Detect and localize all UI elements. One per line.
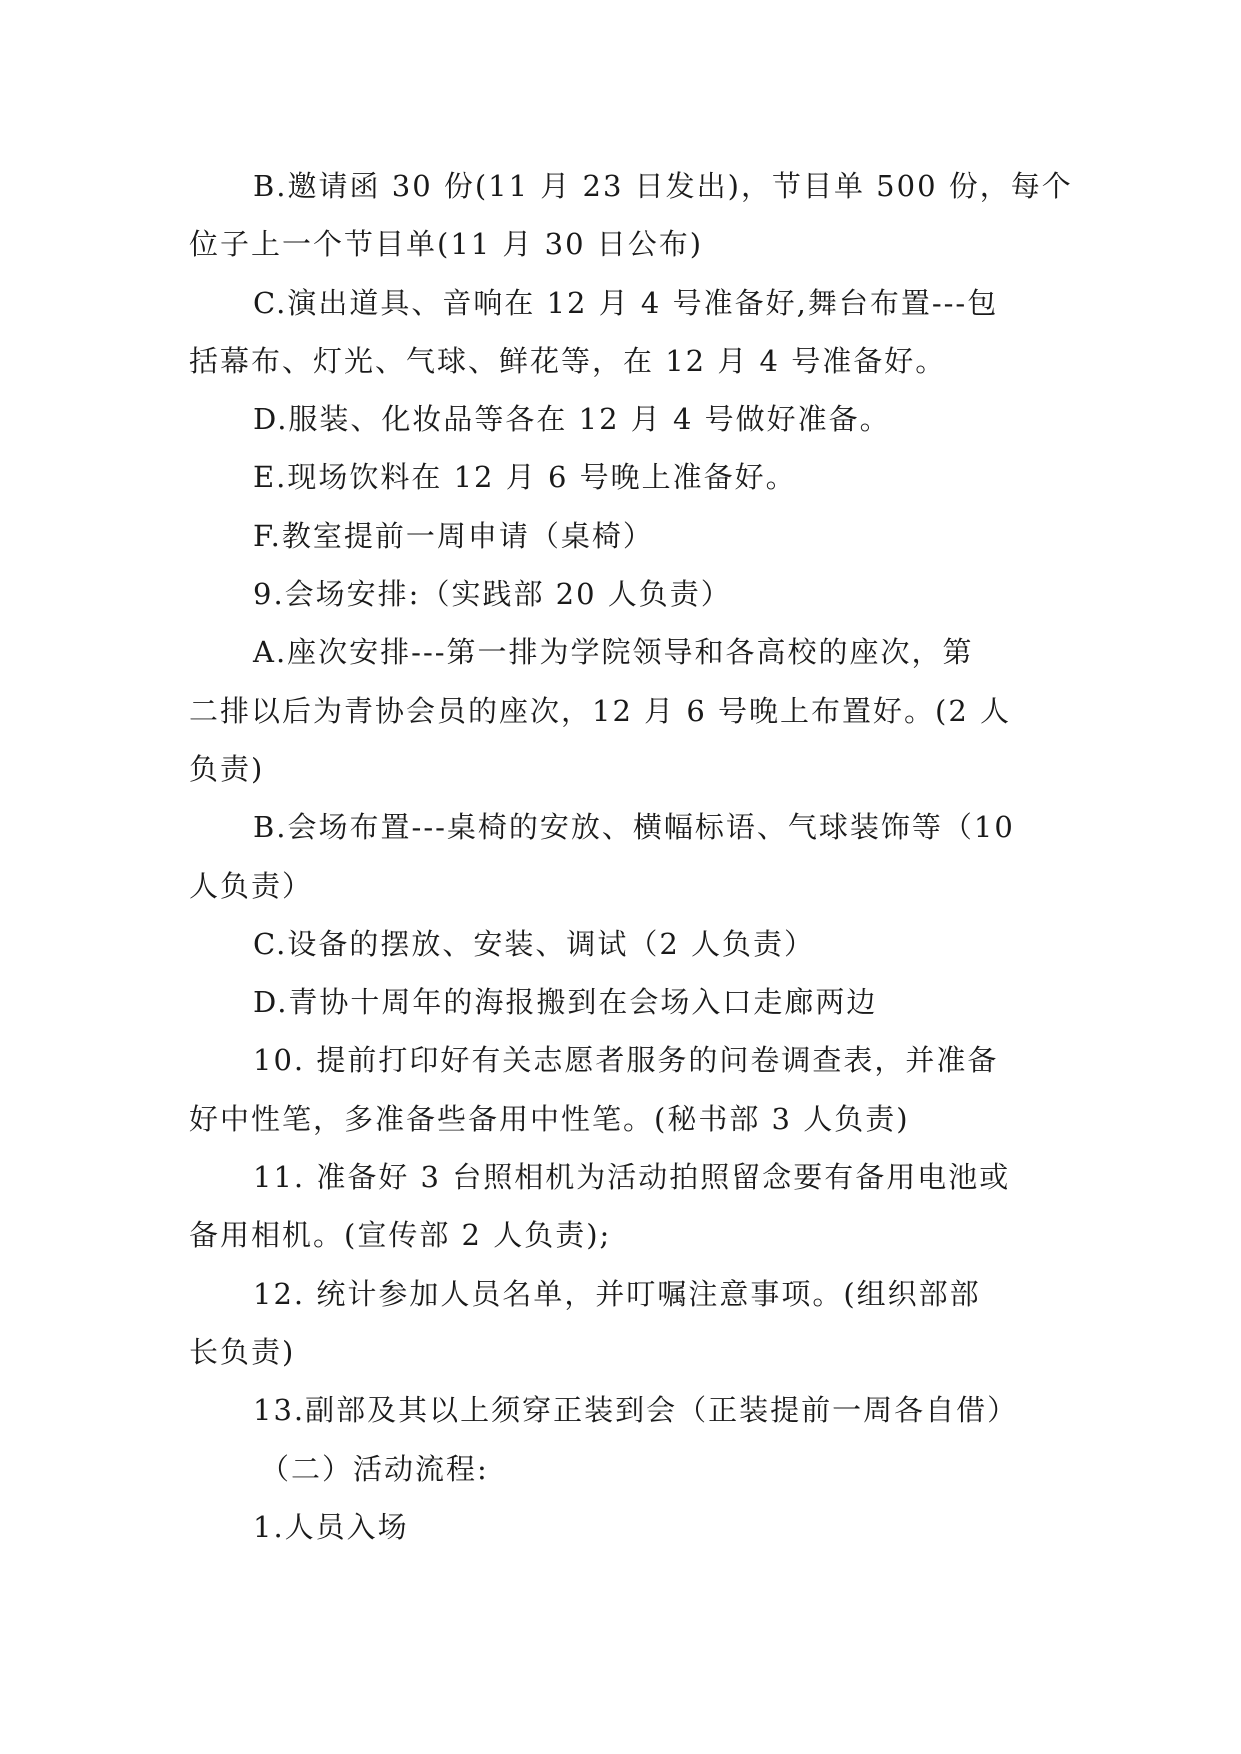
text-line: D.服装、化妆品等各在 12 月 4 号做好准备。 — [253, 402, 891, 436]
text-line: E.现场饮料在 12 月 6 号晚上准备好。 — [253, 460, 797, 494]
text-line: 1.人员入场 — [253, 1510, 409, 1544]
text-line: 12. 统计参加人员名单，并叮嘱注意事项。(组织部部 — [253, 1277, 981, 1311]
text-line: B.会场布置---桌椅的安放、横幅标语、气球装饰等（10 — [253, 810, 1015, 844]
text-line: B.邀请函 30 份(11 月 23 日发出)，节目单 500 份，每个 — [253, 169, 1073, 203]
text-line: 备用相机。(宣传部 2 人负责); — [189, 1218, 612, 1252]
text-line: 9.会场安排:（实践部 20 人负责） — [253, 577, 732, 611]
text-line: 二排以后为青协会员的座次，12 月 6 号晚上布置好。(2 人 — [189, 694, 1011, 728]
text-line: 10. 提前打印好有关志愿者服务的问卷调查表，并准备 — [253, 1043, 999, 1077]
text-line: 好中性笔，多准备些备用中性笔。(秘书部 3 人负责) — [189, 1102, 910, 1136]
text-line: 13.副部及其以上须穿正装到会（正装提前一周各自借） — [253, 1393, 1019, 1427]
text-line: F.教室提前一周申请（桌椅） — [253, 519, 654, 553]
text-line: C.设备的摆放、安装、调试（2 人负责） — [253, 927, 816, 961]
section-heading: （二）活动流程: — [260, 1452, 489, 1486]
text-line: 括幕布、灯光、气球、鲜花等，在 12 月 4 号准备好。 — [189, 344, 947, 378]
text-line: 长负责) — [189, 1335, 296, 1369]
text-line: 人负责） — [189, 869, 314, 903]
text-line: D.青协十周年的海报搬到在会场入口走廊两边 — [253, 985, 878, 1019]
text-line: 位子上一个节目单(11 月 30 日公布) — [189, 227, 704, 261]
text-line: 负责) — [189, 752, 265, 786]
text-line: 11. 准备好 3 台照相机为活动拍照留念要有备用电池或 — [253, 1160, 1011, 1194]
text-line: A.座次安排---第一排为学院领导和各高校的座次，第 — [253, 635, 974, 669]
text-line: C.演出道具、音响在 12 月 4 号准备好,舞台布置---包 — [253, 286, 999, 320]
